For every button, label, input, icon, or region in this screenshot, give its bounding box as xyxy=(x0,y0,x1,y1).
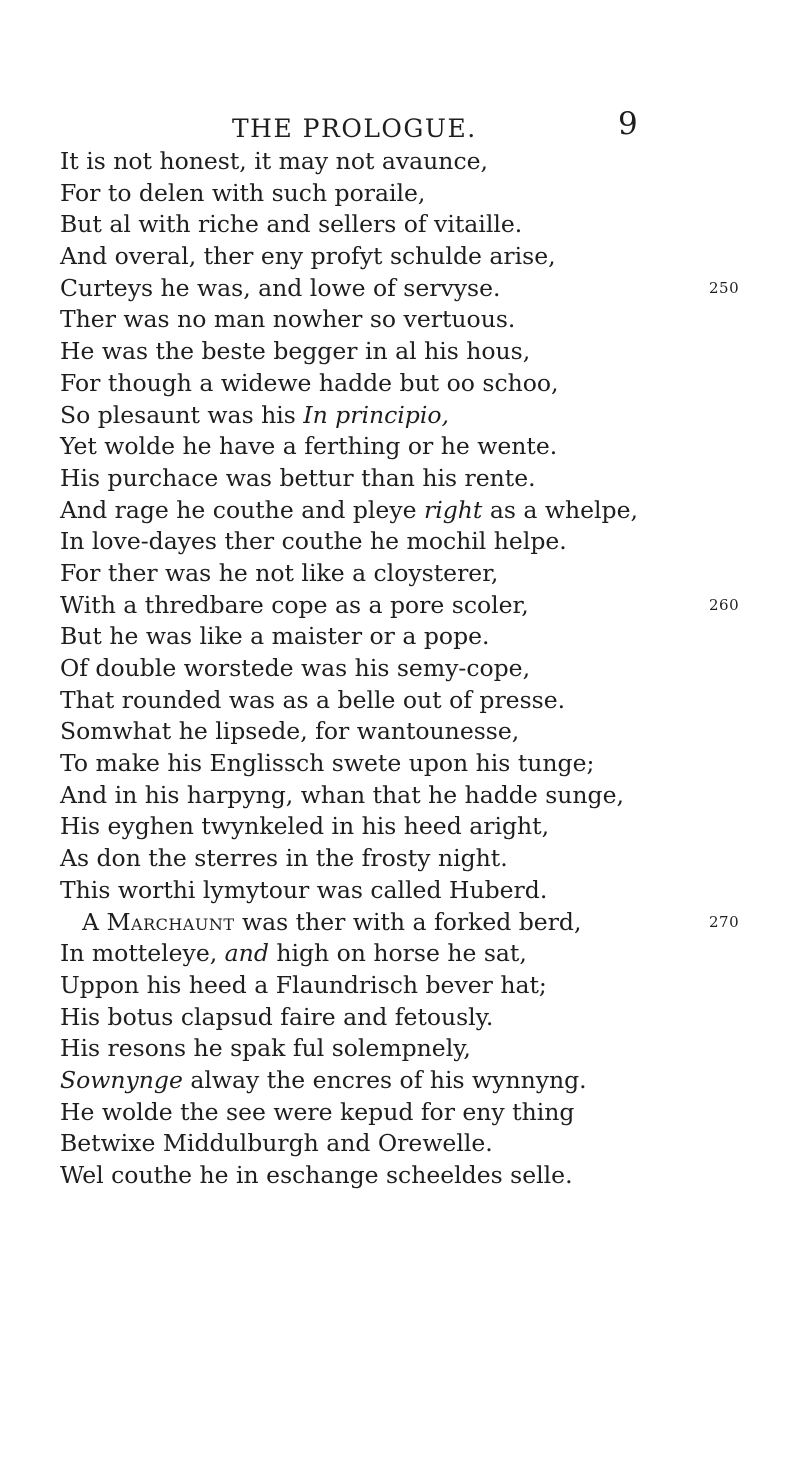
line-number: 250 xyxy=(709,278,740,297)
verse-text: as a whelpe, xyxy=(482,495,638,524)
verse-line: He was the beste begger in al his hous, xyxy=(60,337,531,366)
verse-line: Somwhat he lipsede, for wantounesse, xyxy=(60,717,520,746)
verse-line xyxy=(60,273,760,305)
verse-line xyxy=(60,495,760,527)
verse-line: But al with riche and sellers of vitaille. xyxy=(60,210,523,239)
verse-line: Uppon his heed a Flaundrisch bever hat; xyxy=(60,970,547,999)
verse-line: Betwixe Middulburgh and Orewelle. xyxy=(60,1129,493,1158)
verse-line: To make his Englissch swete upon his tunge; xyxy=(60,749,595,778)
verse-line: And in his harpyng, whan that he hadde sunge, xyxy=(60,780,624,809)
running-head: THE PROLOGUE. xyxy=(232,114,477,143)
verse-line xyxy=(60,938,760,970)
line-number: 270 xyxy=(709,912,740,931)
verse-text: alway the encres of his wynnyng. xyxy=(182,1065,587,1094)
verse-line: He wolde the see were kepud for eny thing xyxy=(60,1097,575,1126)
verse-block xyxy=(60,146,760,1192)
verse-line: In love-dayes ther couthe he mochil helpe. xyxy=(60,527,567,556)
verse-line: Of double worstede was his semy-cope, xyxy=(60,654,531,682)
verse-line: Wel couthe he in eschange scheeldes selle. xyxy=(60,1161,573,1189)
verse-text: And rage he couthe and pleye xyxy=(60,495,424,524)
verse-line: It is not honest, it may not avaunce, xyxy=(60,147,488,175)
small-caps-text: Marchaunt xyxy=(106,907,235,936)
verse-text: A xyxy=(82,907,107,936)
verse-line: That rounded was as a belle out of presse. xyxy=(60,685,566,714)
verse-line xyxy=(60,1065,760,1097)
verse-line: This worthi lymytour was called Huberd. xyxy=(60,875,548,904)
italic-text: In principio, xyxy=(303,400,449,429)
verse-line: His resons he spak ful solempnely, xyxy=(60,1034,471,1063)
verse-line xyxy=(60,590,760,622)
verse-line: As don the sterres in the frosty night. xyxy=(60,844,508,873)
verse-line: His purchace was bettur than his rente. xyxy=(60,463,536,492)
verse-line: For ther was he not like a cloysterer, xyxy=(60,558,499,587)
verse-line: Ther was no man nowher so vertuous. xyxy=(60,305,516,334)
verse-line: For to delen with such poraile, xyxy=(60,178,426,207)
italic-text: right xyxy=(423,495,483,524)
page-number: 9 xyxy=(618,106,638,142)
verse-line: For though a widewe hadde but oo schoo, xyxy=(60,368,559,397)
verse-line-text: Curteys he was, and lowe of servyse. xyxy=(60,273,501,302)
verse-line: His botus clapsud faire and fetously. xyxy=(60,1002,494,1031)
verse-line-text: With a thredbare cope as a pore scoler, xyxy=(60,590,529,619)
verse-text: was ther with a forked berd, xyxy=(234,907,582,936)
italic-text: Sownynge xyxy=(60,1065,183,1094)
verse-line xyxy=(60,400,760,432)
verse-line: Yet wolde he have a ferthing or he wente. xyxy=(60,432,558,461)
verse-text: high on horse he sat, xyxy=(268,939,527,968)
verse-line: His eyghen twynkeled in his heed aright, xyxy=(60,812,550,841)
verse-line: And overal, ther eny profyt schulde arise, xyxy=(60,242,556,271)
line-number: 260 xyxy=(709,595,740,614)
verse-text: In motteleye, xyxy=(60,939,225,968)
verse-line xyxy=(60,907,760,939)
verse-line: But he was like a maister or a pope. xyxy=(60,622,490,651)
italic-text: and xyxy=(224,939,269,968)
verse-text: So plesaunt was his xyxy=(60,400,304,429)
